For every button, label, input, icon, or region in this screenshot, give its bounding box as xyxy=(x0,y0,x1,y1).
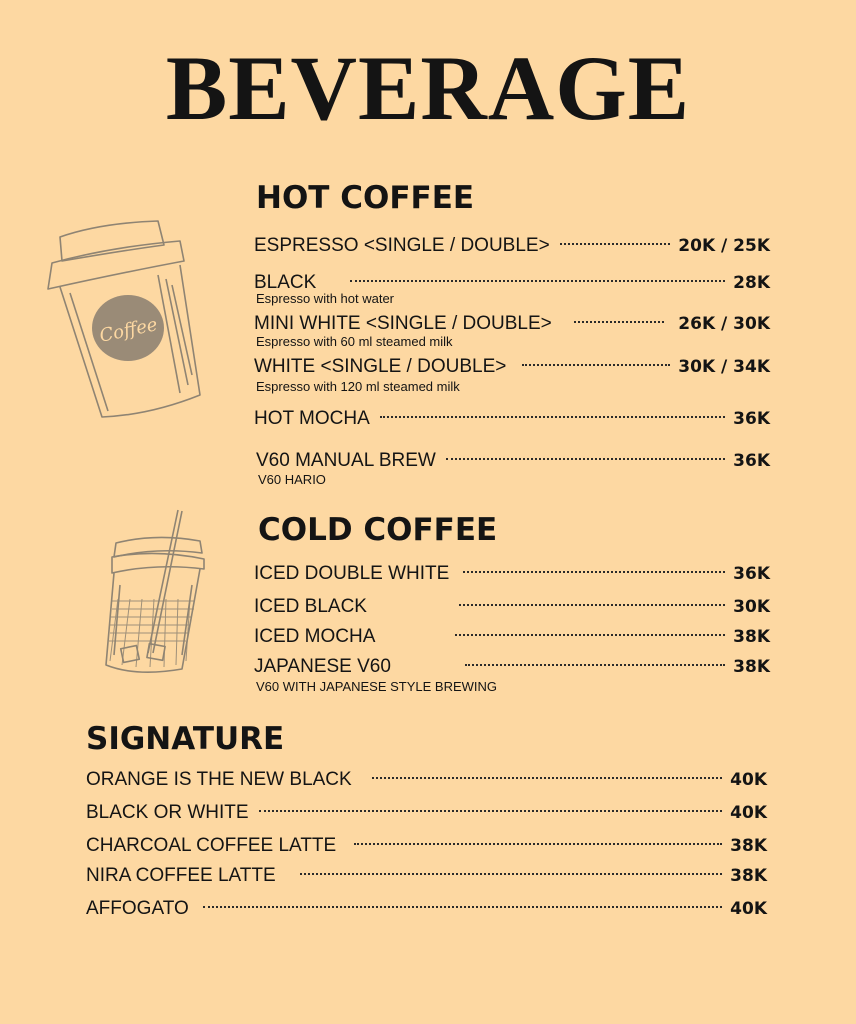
item-description: V60 HARIO xyxy=(258,472,326,487)
item-price: 36K xyxy=(733,564,770,584)
item-price: 38K xyxy=(733,627,770,647)
dotted-leader xyxy=(300,873,722,875)
item-description: Espresso with 120 ml steamed milk xyxy=(256,379,460,394)
item-name: JAPANESE V60 xyxy=(254,656,391,677)
dotted-leader xyxy=(574,321,665,323)
dotted-leader xyxy=(560,243,671,245)
menu-item xyxy=(254,235,770,257)
item-name: CHARCOAL COFFEE LATTE xyxy=(86,835,337,856)
item-price: 26K / 30K xyxy=(678,314,770,334)
item-name: WHITE <SINGLE / DOUBLE> xyxy=(254,356,507,377)
menu-item xyxy=(86,802,767,824)
dotted-leader xyxy=(354,843,722,845)
menu-item xyxy=(86,835,767,857)
item-price: 20K / 25K xyxy=(678,236,770,256)
menu-item xyxy=(254,408,770,430)
section-heading-cold-coffee: COLD COFFEE xyxy=(258,512,498,548)
item-name: ORANGE IS THE NEW BLACK xyxy=(86,769,352,790)
menu-item xyxy=(86,865,767,887)
dotted-leader xyxy=(455,634,725,636)
item-price: 38K xyxy=(730,836,767,856)
iced-coffee-cup-icon xyxy=(96,505,211,677)
item-price: 30K / 34K xyxy=(678,357,770,377)
dotted-leader xyxy=(380,416,725,418)
item-name: ICED MOCHA xyxy=(254,626,376,647)
menu-item xyxy=(254,563,770,585)
menu-item xyxy=(254,596,770,618)
item-description: V60 WITH JAPANESE STYLE BREWING xyxy=(256,679,498,694)
item-price: 36K xyxy=(733,451,770,471)
menu-item xyxy=(86,898,767,920)
item-price: 36K xyxy=(733,409,770,429)
item-description: Espresso with 60 ml steamed milk xyxy=(256,334,453,349)
menu-item xyxy=(254,656,770,678)
menu-item xyxy=(254,626,770,648)
item-name: ICED DOUBLE WHITE xyxy=(254,563,450,584)
item-price: 30K xyxy=(733,597,770,617)
menu-item xyxy=(254,356,770,378)
dotted-leader xyxy=(372,777,722,779)
item-name: AFFOGATO xyxy=(86,898,189,919)
item-price: 38K xyxy=(733,657,770,677)
dotted-leader xyxy=(350,280,725,282)
dotted-leader xyxy=(203,906,722,908)
hot-coffee-cup-icon xyxy=(40,215,210,430)
dotted-leader xyxy=(463,571,725,573)
item-name: V60 MANUAL BREW xyxy=(256,450,436,471)
item-price: 38K xyxy=(730,866,767,886)
cup-logo-label: Coffee xyxy=(97,314,160,347)
item-price: 40K xyxy=(730,770,767,790)
dotted-leader xyxy=(465,664,725,666)
dotted-leader xyxy=(446,458,725,460)
menu-item xyxy=(254,313,770,335)
dotted-leader xyxy=(259,810,723,812)
section-heading-hot-coffee: HOT COFFEE xyxy=(256,180,475,216)
item-price: 40K xyxy=(730,899,767,919)
item-name: BLACK OR WHITE xyxy=(86,802,249,823)
menu-item xyxy=(256,450,770,472)
dotted-leader xyxy=(522,364,670,366)
dotted-leader xyxy=(459,604,725,606)
item-description: Espresso with hot water xyxy=(256,291,395,306)
item-name: NIRA COFFEE LATTE xyxy=(86,865,276,886)
item-name: BLACK xyxy=(254,272,317,293)
item-price: 40K xyxy=(730,803,767,823)
item-price: 28K xyxy=(733,273,770,293)
menu-item xyxy=(86,769,767,791)
page-title: BEVERAGE xyxy=(165,37,691,139)
item-name: MINI WHITE <SINGLE / DOUBLE> xyxy=(254,313,552,334)
item-name: HOT MOCHA xyxy=(254,408,370,429)
item-name: ICED BLACK xyxy=(254,596,367,617)
section-heading-signature: SIGNATURE xyxy=(86,721,285,757)
item-name: ESPRESSO <SINGLE / DOUBLE> xyxy=(254,235,550,256)
